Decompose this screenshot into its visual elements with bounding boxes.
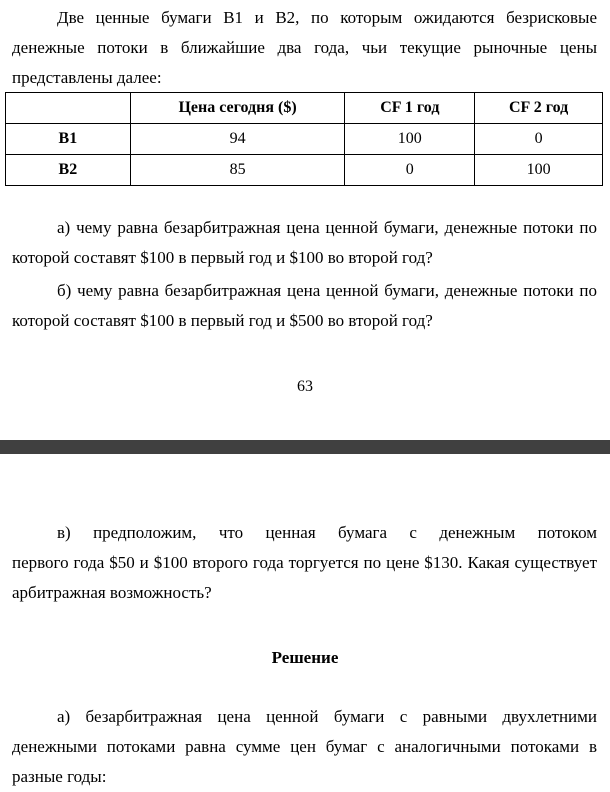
table-cell-cf1: 0 [345,155,475,186]
table-header-row [6,93,603,124]
question-a: а) чему равна безарбитражная цена ценной бумаги, денежные потоки по которой составят $100 в первый год и $100 во второй год? [12,218,597,267]
page-number: 63 [297,378,313,395]
question-c-first-line: в) предположим, что ценная бумага с денежным потоком [57,523,597,542]
securities-table [5,92,603,186]
table-header-cf-year-2: CF 2 год [475,93,603,124]
question-b: б) чему равна безарбитражная цена ценной бумаги, денежные потоки по которой составят $100 в первый год и $500 во второй год? [12,281,597,330]
table-row [6,124,603,155]
page-64 [0,454,610,790]
table-header-price-today: Цена сегодня ($) [130,93,345,124]
table-cell-cf2: 0 [475,124,603,155]
question-c-rest: первого года $50 и $100 второго года торгуется по цене $130. Какая существует арбитражная возможность? [12,553,597,602]
question-c [12,518,597,608]
table-cell-security: В1 [6,124,131,155]
table-cell-cf2: 100 [475,155,603,186]
page-separator [0,440,610,454]
solution-a: а) безарбитражная цена ценной бумаги с равными двухлетними денежными потоками равна сумме цен бумаг с аналогичными потоками в разные годы: [12,707,597,786]
table-cell-price: 85 [130,155,345,186]
intro-paragraph: Две ценные бумаги В1 и В2, по которым ожидаются безрисковые денежные потоки в ближайшие два года, чьи текущие рыночные цены представлены далее: [12,8,597,87]
table-cell-cf1: 100 [345,124,475,155]
table-header-empty [6,93,131,124]
solution-heading: Решение [271,648,339,667]
table-header-cf-year-1: CF 1 год [345,93,475,124]
table-row [6,155,603,186]
table-cell-security: В2 [6,155,131,186]
table-cell-price: 94 [130,124,345,155]
